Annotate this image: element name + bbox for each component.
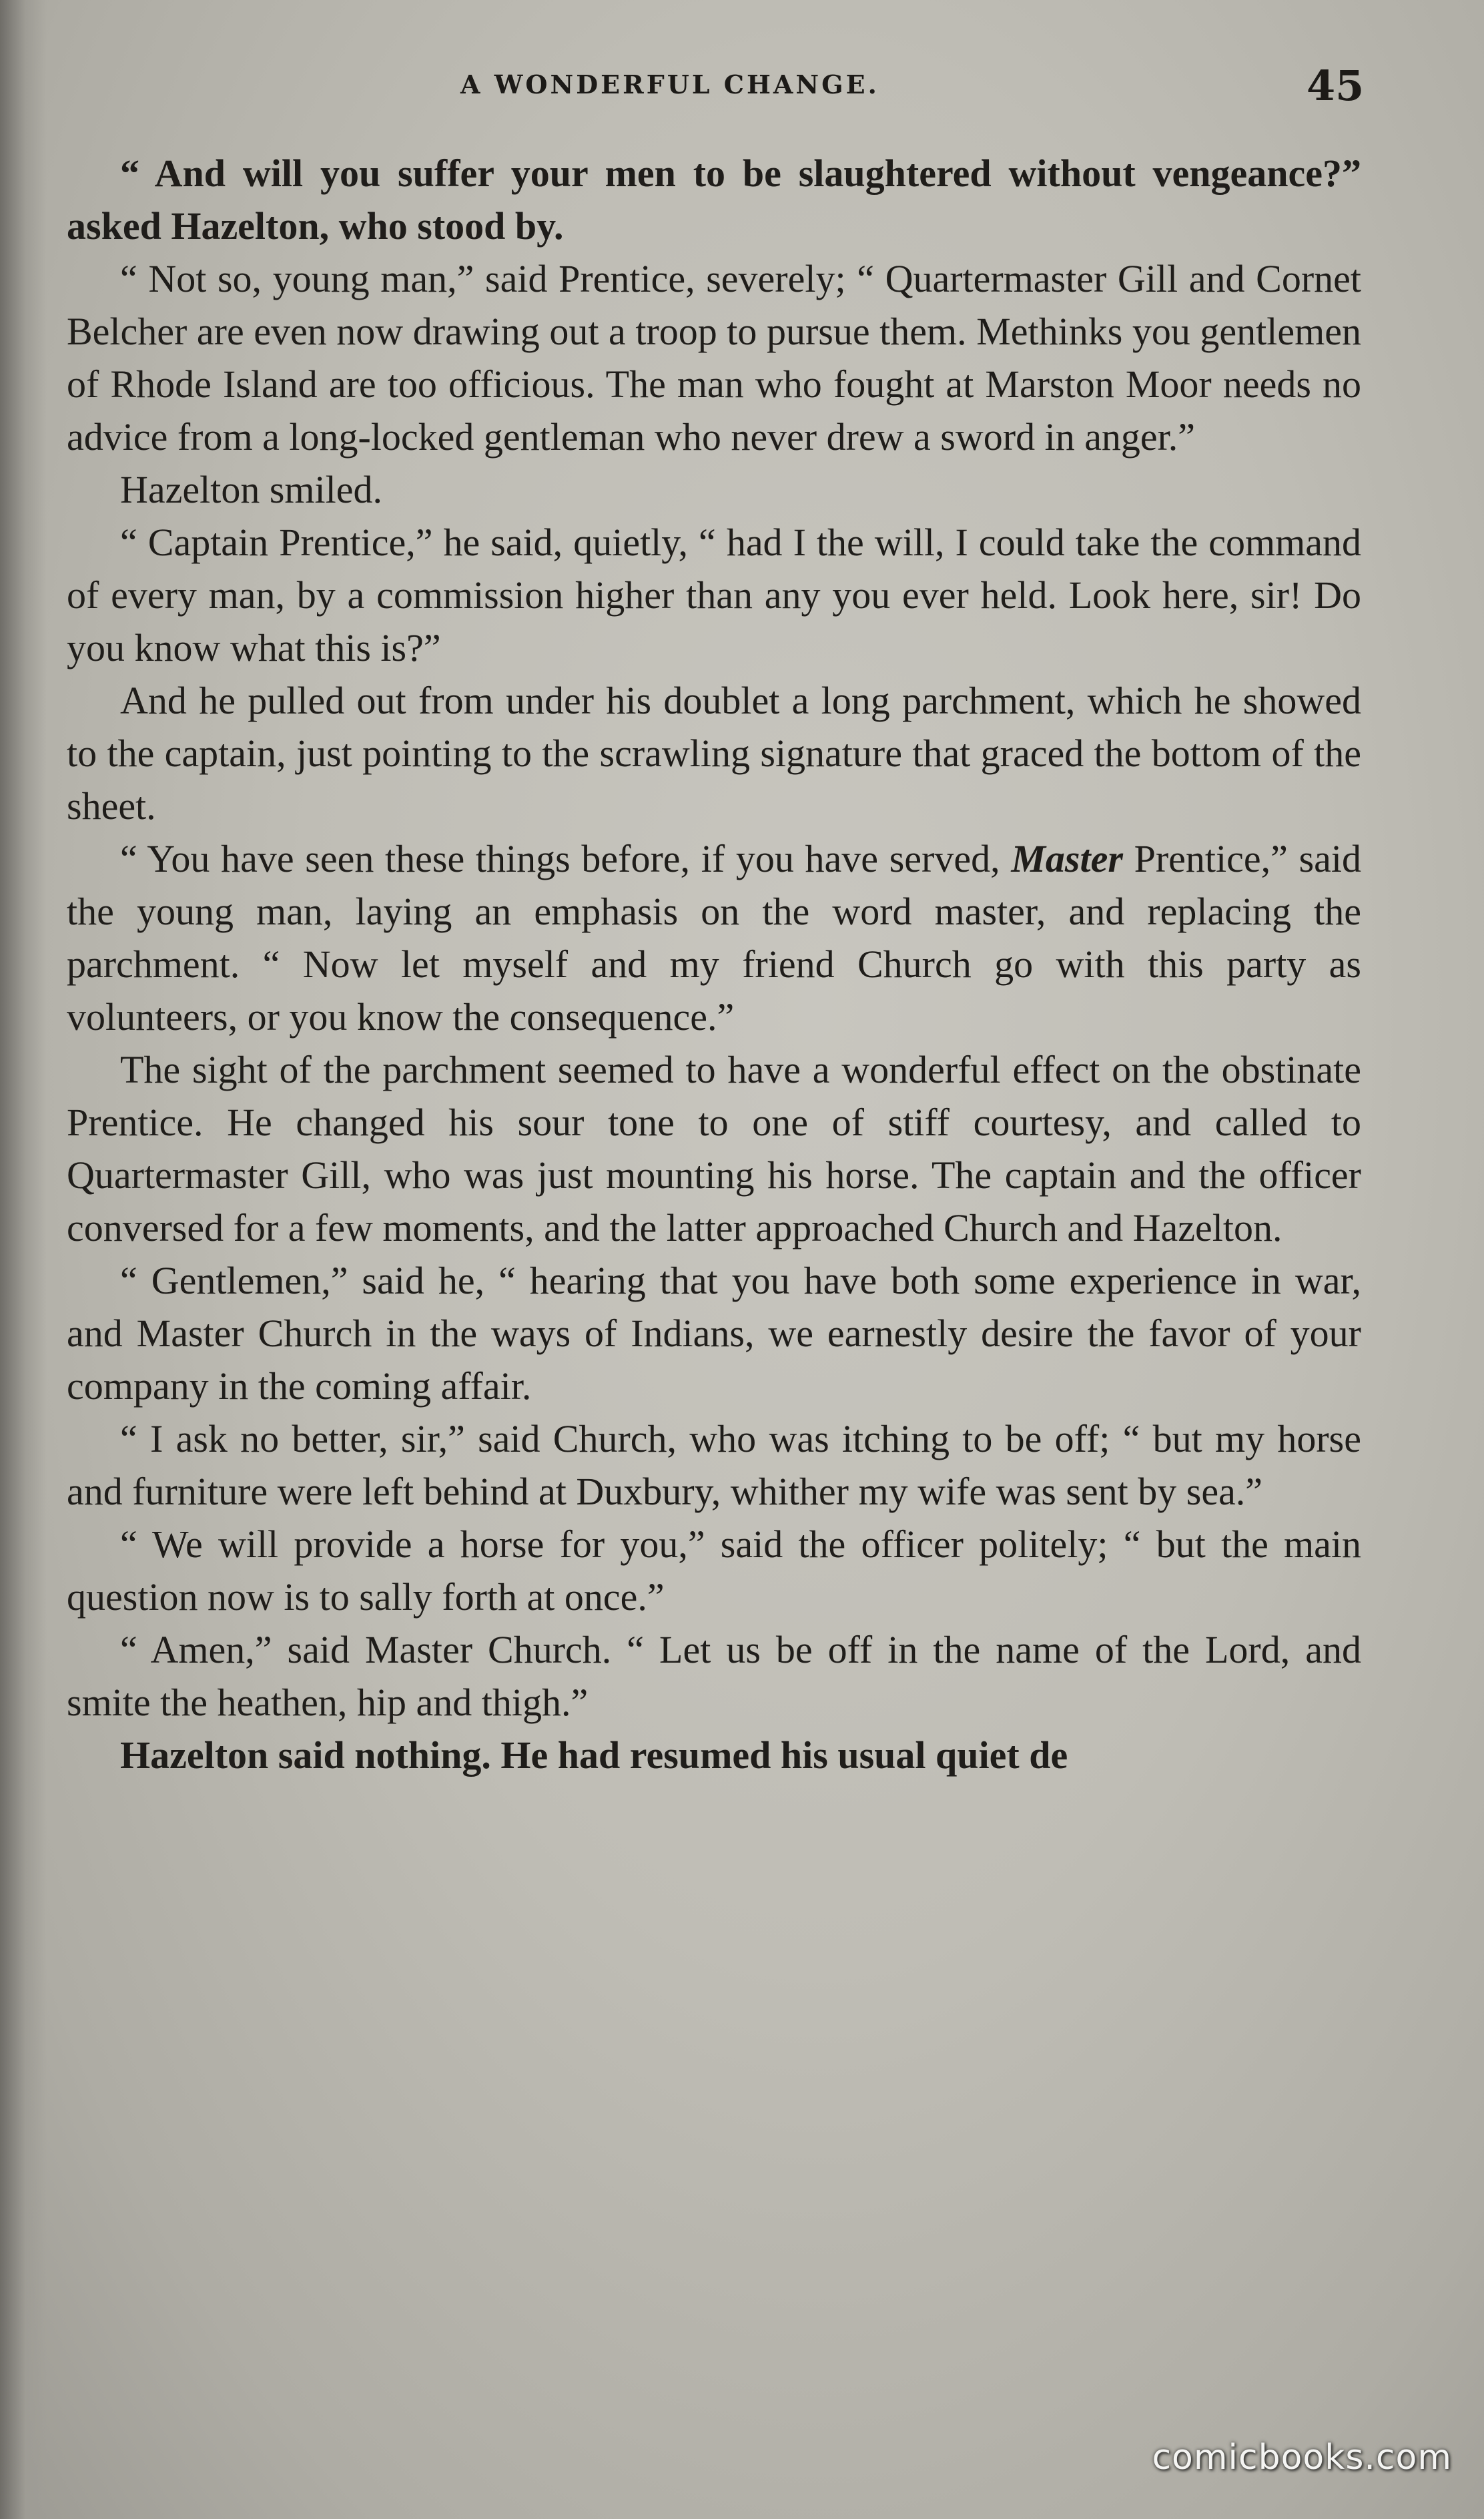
running-head [0,61,1484,121]
paragraph-6-after: Prentice,” said the young man, laying an emphasis on the word master, and replacing the parchment. “ Now let myself and my friend Church go with this party as volunteers, or you know the consequence.” [67,837,1361,1039]
paragraph-11: “ Amen,” said Master Church. “ Let us be off in the name of the Lord, and smite the heathen, hip and thigh.” [67,1628,1361,1724]
paragraph-10: “ We will provide a horse for you,” said the officer politely; “ but the main question now is to sally forth at once.” [67,1522,1361,1619]
running-title: A WONDERFUL CHANGE. [460,69,879,99]
watermark: comicbooks.com [1152,2438,1452,2478]
body-text [67,147,1361,1781]
paragraph-4: “ Captain Prentice,” he said, quietly, “ had I the will, I could take the command of every man, by a commission higher than any you ever held. Look here, sir! Do you know what this is?” [67,521,1361,669]
paragraph-5: And he pulled out from under his doublet a long parchment, which he showed to the captain, just pointing to the scrawling signature that graced the bottom of the sheet. [67,679,1361,828]
paragraph-9: “ I ask no better, sir,” said Church, who was itching to be off; “ but my horse and furniture were left behind at Duxbury, whither my wife was sent by sea.” [67,1417,1361,1513]
paragraph-3: Hazelton smiled. [120,468,383,511]
paragraph-8: “ Gentlemen,” said he, “ hearing that you have both some experience in war, and Master Church in the ways of Indians, we earnestly desire the favor of your company in the coming affair. [67,1259,1361,1408]
emphasis-master: Master [1011,837,1123,880]
paragraph-2: “ Not so, young man,” said Prentice, severely; “ Quartermaster Gill and Cornet Belcher are even now drawing out a troop to pursue them. Methinks you gentlemen of Rhode Island are too officious. The man who fought at Marston Moor needs no advice from a long-locked gentleman who never drew a sword in anger.” [67,257,1361,459]
paragraph-12: Hazelton said nothing. He had resumed his usual quiet de [120,1733,1068,1777]
paragraph-7: The sight of the parchment seemed to have a wonderful effect on the obstinate Prentice. He changed his sour tone to one of stiff courtesy, and called to Quartermaster Gill, who was just mounting his horse. The captain and the officer conversed for a few moments, and the latter approached Church and Hazelton. [67,1048,1361,1249]
paragraph-1: “ And will you suffer your men to be slaughtered without vengeance?” asked Hazelton, who stood by. [67,152,1361,248]
paragraph-6 [67,832,1361,1043]
page-number: 45 [1307,61,1365,110]
binding-shadow [0,0,47,2519]
paragraph-6-before: “ You have seen these things before, if you have served, [120,837,1012,880]
